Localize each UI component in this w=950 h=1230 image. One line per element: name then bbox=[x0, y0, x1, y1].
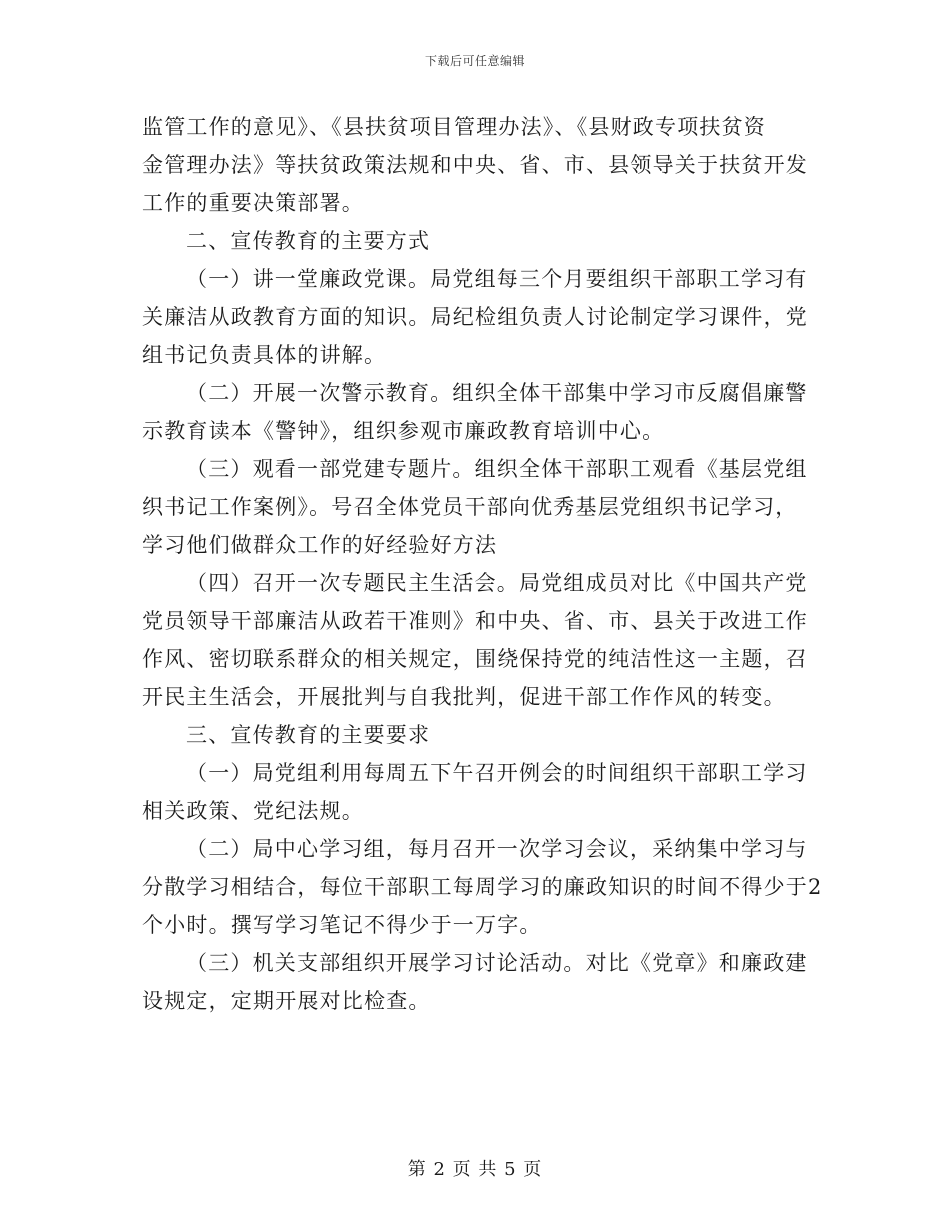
body-line: （三）机关支部组织开展学习讨论活动。对比《党章》和廉政建 bbox=[186, 951, 808, 975]
body-line: 示教育读本《警钟》，组织参观市廉政教育培训中心。 bbox=[142, 419, 665, 443]
body-line: 学习他们做群众工作的好经验好方法 bbox=[142, 533, 498, 557]
body-line: 作风、密切联系群众的相关规定，围绕保持党的纯洁性这一主题，召 bbox=[142, 647, 808, 671]
body-line: 分散学习相结合，每位干部职工每周学习的廉政知识的时间不得少于2 bbox=[142, 875, 823, 899]
body-line: 开民主生活会，开展批判与自我批判，促进干部工作作风的转变。 bbox=[142, 685, 786, 709]
body-line: 金管理办法》等扶贫政策法规和中央、省、市、县领导关于扶贫开发 bbox=[142, 153, 808, 177]
body-line: （二）开展一次警示教育。组织全体干部集中学习市反腐倡廉警 bbox=[186, 381, 808, 405]
body-line: 党员领导干部廉洁从政若干准则》和中央、省、市、县关于改进工作 bbox=[142, 609, 808, 633]
section-heading: 二、宣传教育的主要方式 bbox=[186, 229, 431, 253]
body-line: 组书记负责具体的讲解。 bbox=[142, 343, 387, 367]
body-line: （一）局党组利用每周五下午召开例会的时间组织干部职工学习 bbox=[186, 761, 808, 785]
body-line: 个小时。撰写学习笔记不得少于一万字。 bbox=[142, 913, 542, 937]
body-line: 关廉洁从政教育方面的知识。局纪检组负责人讨论制定学习课件，党 bbox=[142, 305, 808, 329]
body-line: （二）局中心学习组，每月召开一次学习会议，采纳集中学习与 bbox=[186, 837, 808, 861]
page-number: 第 2 页 共 5 页 bbox=[407, 1159, 543, 1180]
body-line: （四）召开一次专题民主生活会。局党组成员对比《中国共产党 bbox=[186, 571, 808, 595]
body-line: （一）讲一堂廉政党课。局党组每三个月要组织干部职工学习有 bbox=[186, 267, 808, 291]
section-heading: 三、宣传教育的主要要求 bbox=[186, 723, 431, 747]
body-line: 设规定，定期开展对比检查。 bbox=[142, 989, 431, 1013]
page-header-note: 下载后可任意编辑 bbox=[424, 54, 525, 68]
document-body bbox=[142, 108, 823, 1020]
body-line: 织书记工作案例》。号召全体党员干部向优秀基层党组织书记学习， bbox=[142, 495, 798, 519]
body-line: 工作的重要决策部署。 bbox=[142, 191, 364, 215]
body-line: （三）观看一部党建专题片。组织全体干部职工观看《基层党组 bbox=[186, 457, 808, 481]
body-line: 监管工作的意见》、《县扶贫项目管理办法》、《县财政专项扶贫资 bbox=[142, 115, 766, 139]
body-line: 相关政策、党纪法规。 bbox=[142, 799, 364, 823]
